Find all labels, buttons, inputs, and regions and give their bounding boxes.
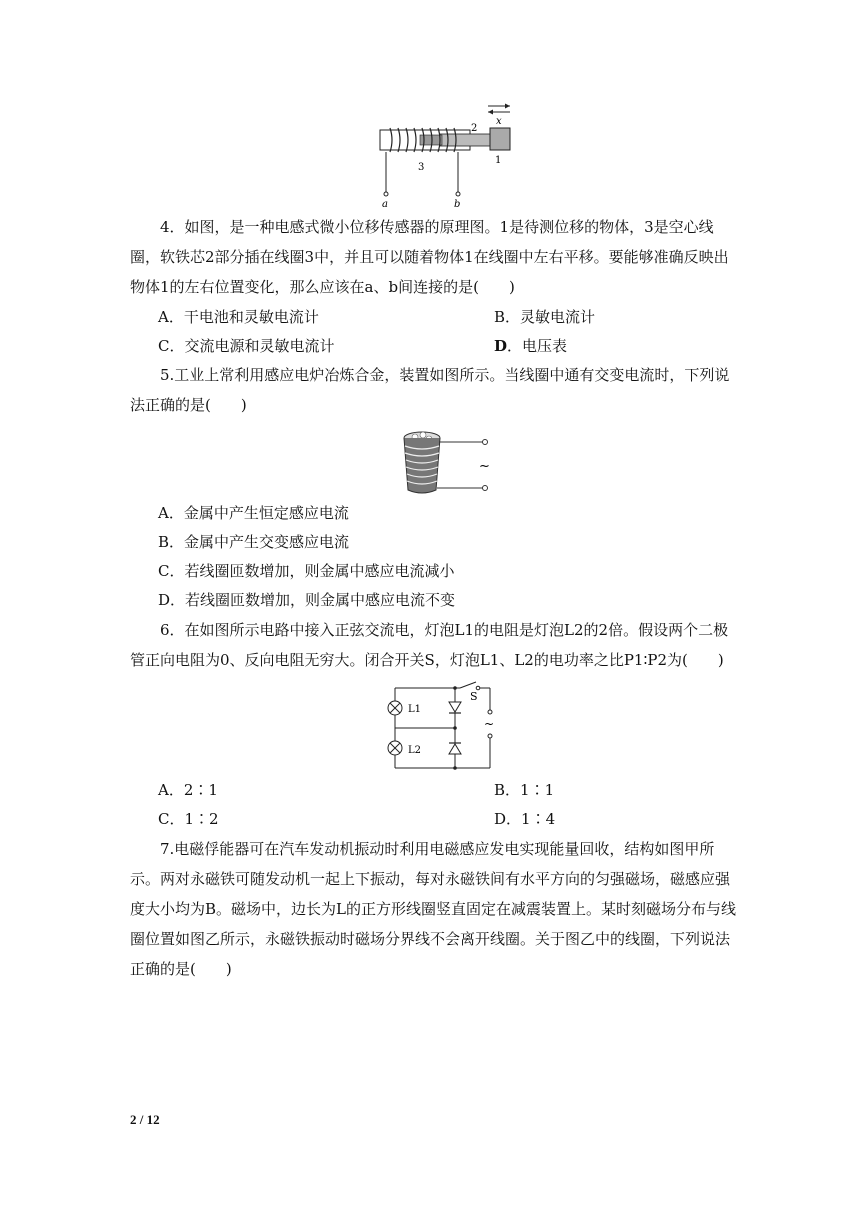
q4-option-c: C．交流电源和灵敏电流计 [158, 337, 335, 355]
q6-option-d: D．1∶4 [494, 810, 556, 828]
q5-option-a: A．金属中产生恒定感应电流 [158, 504, 349, 522]
lamp-l2-label: L2 [408, 745, 422, 756]
label-3: 3 [418, 162, 425, 173]
q4-option-d [494, 331, 567, 361]
label-a: a [382, 199, 388, 210]
label-x: x [496, 116, 502, 127]
furnace-figure [395, 426, 495, 498]
label-b: b [454, 199, 461, 210]
page-number: 2 / 12 [130, 1112, 160, 1127]
q4-option-b: B．灵敏电流计 [494, 308, 596, 326]
ac-source-label: ~ [484, 717, 495, 731]
q5-option-c: C．若线圈匝数增加，则金属中感应电流减小 [158, 562, 455, 580]
q5-option-b: B．金属中产生交变感应电流 [158, 533, 350, 551]
switch-label: S [470, 690, 478, 703]
label-2: 2 [471, 123, 478, 134]
q4-option-a: A．干电池和灵敏电流计 [158, 308, 319, 326]
q4-option-d-key: D [494, 337, 508, 355]
q6-option-c: C．1∶2 [158, 810, 219, 828]
sensor-figure [370, 100, 520, 210]
circuit-figure [380, 680, 510, 776]
q4-stem: 4．如图，是一种电感式微小位移传感器的原理图。1是待测位移的物体，3是空心线圈，软铁芯2部分插在线圈3中，并且可以随着物体1在线圈中左右平移。要能够准确反映出物体1的左右位置变化，那么应该在a、b间连接的是( ) [130, 218, 729, 296]
label-1: 1 [495, 155, 502, 166]
ac-symbol: ~ [479, 459, 490, 474]
q5-option-d: D．若线圈匝数增加，则金属中感应电流不变 [158, 591, 456, 609]
q6-option-a: A．2∶1 [158, 781, 218, 799]
q5-stem: 5.工业上常利用感应电炉冶炼合金，装置如图所示。当线圈中通有交变电流时，下列说法正确的是( ) [130, 366, 730, 414]
q7-stem: 7.电磁俘能器可在汽车发动机振动时利用电磁感应发电实现能量回收，结构如图甲所示。两对永磁铁可随发动机一起上下振动，每对永磁铁间有水平方向的匀强磁场，磁感应强度大小均为B。磁场中，边长为L的正方形线圈竖直固定在减震装置上。某时刻磁场分布与线圈位置如图乙所示，永磁铁振动时磁场分界线不会离开线圈。关于图乙中的线圈，下列说法正确的是( ) [130, 840, 736, 978]
q6-stem: 6．在如图所示电路中接入正弦交流电，灯泡L1的电阻是灯泡L2的2倍。假设两个二极管正向电阻为0、反向电阻无穷大。闭合开关S，灯泡L1、L2的电功率之比P1∶P2为( ) [130, 621, 729, 669]
lamp-l1-label: L1 [408, 704, 422, 715]
q4-option-d-text: ．电压表 [507, 337, 568, 355]
q6-option-b: B．1∶1 [494, 781, 555, 799]
